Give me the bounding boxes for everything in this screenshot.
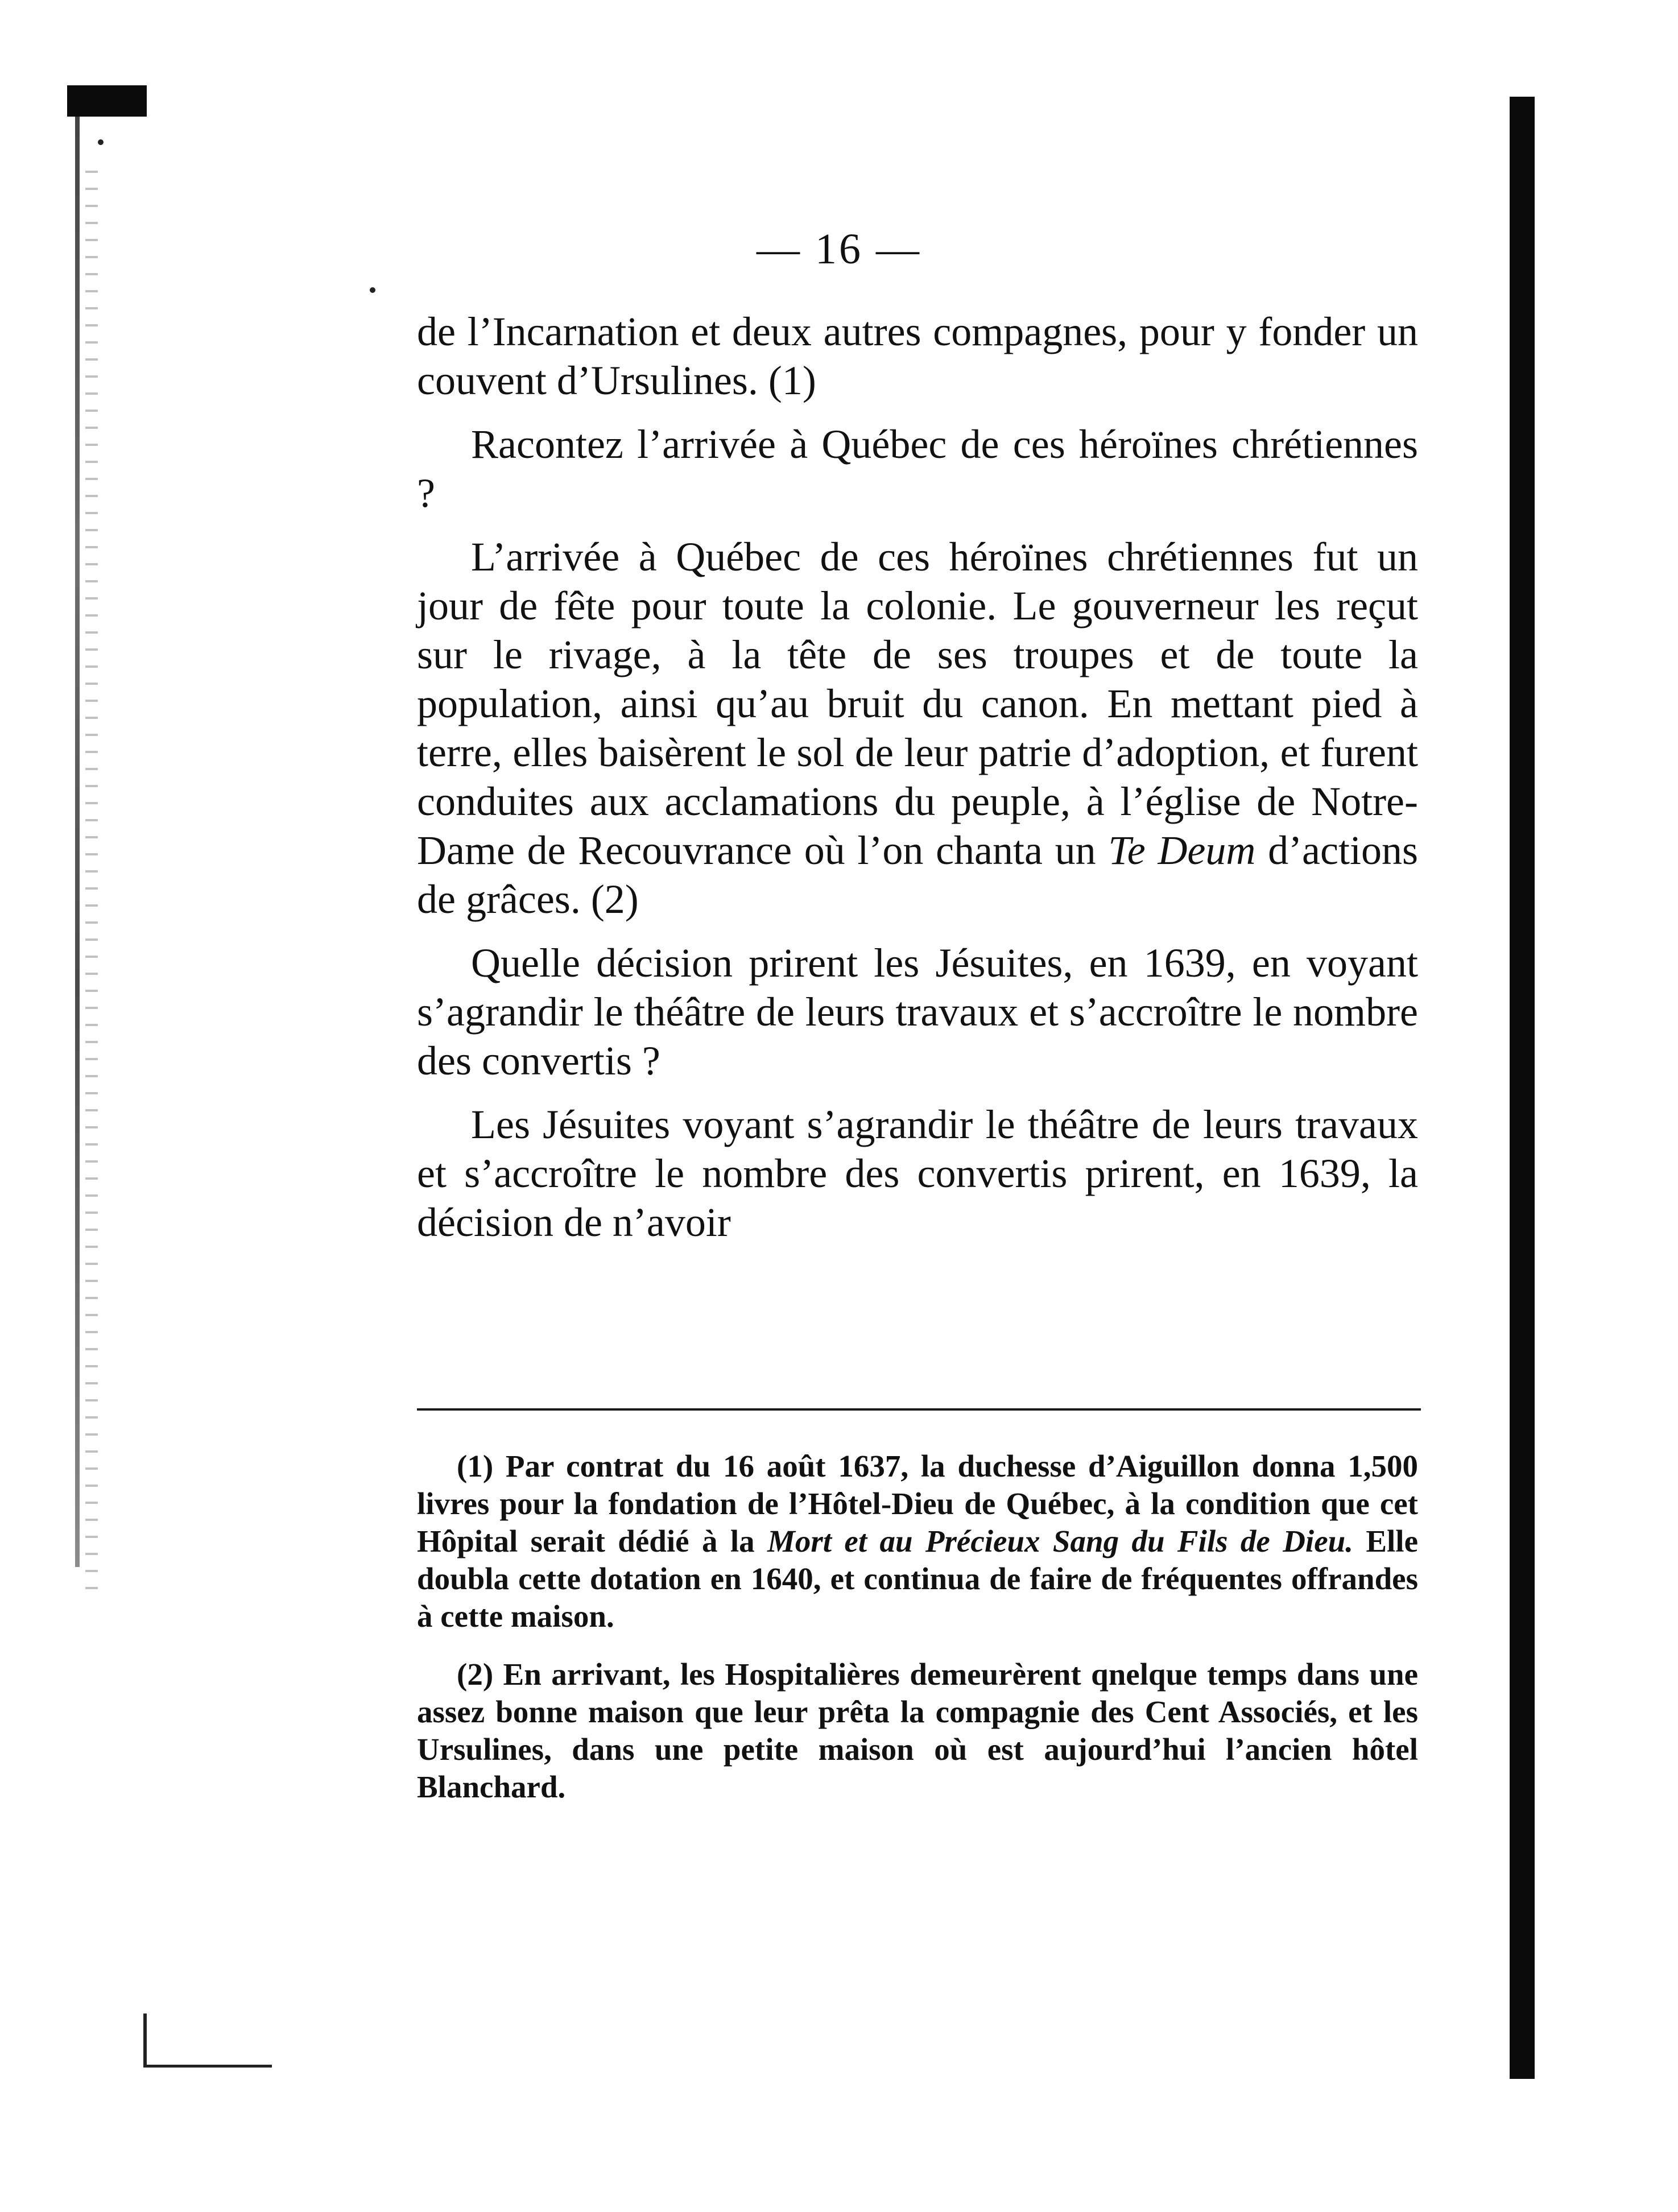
scan-corner-mark [67, 85, 147, 117]
answer-jesuits: Les Jésuites voyant s’agrandir le théâtre de leurs travaux et s’accroître le nombre des convertis prirent, en 1639, la décision de n’avoir [417, 1102, 1418, 1245]
answer-arrival-end: d’actions de grâces. (2) [417, 828, 1418, 922]
answer-arrival-text: L’arrivée à Québec de ces héroïnes chrétiennes fut un jour de fête pour toute la colonie. Le gouverneur les reçut sur le rivage, à la tête de ses troupes et de toute la population, ainsi qu’au bruit du canon. En mettant pied à terre, elles baisèrent le sol de leur patrie d’adoption, et furent conduites aux acclamations du peuple, à l’église de Notre-Dame de Recouvrance où l’on chanta un [417, 534, 1418, 873]
scan-speck [98, 139, 104, 145]
scan-left-edge [75, 117, 80, 1567]
footnote-divider [417, 1408, 1421, 1411]
scan-left-edge-noise [85, 171, 98, 1593]
paragraph-continuation: de l’Incarnation et deux autres compagnes, pour y fonder un couvent d’Ursulines. (1) [417, 309, 1418, 403]
footnote-2: (2) En arrivant, les Hospitalières demeurèrent qnelque temps dans une assez bonne maison que leur prêta la compagnie des Cent Associés, et les Ursulines, dans une petite maison où est aujourd’hui l’ancien hôtel Blanchard. [417, 1657, 1418, 1804]
footnotes [417, 1448, 1418, 1826]
answer-arrival [417, 532, 1418, 924]
question-jesuits: Quelle décision prirent les Jésuites, en 1639, en voyant s’agrandir le théâtre de leurs travaux et s’accroître le nombre des convertis ? [417, 940, 1418, 1084]
footnote-1-italic: Mort et au Précieux Sang du Fils de Dieu. [767, 1524, 1353, 1558]
page-number: — 16 — [757, 225, 921, 273]
footnote-1-end: Elle doubla cette dotation en 1640, et continua de faire de fréquentes offrandes à cette maison. [417, 1524, 1418, 1634]
te-deum-italic: Te Deum [1108, 828, 1256, 873]
footnote-1 [417, 1448, 1418, 1635]
footnote-1-text: (1) Par contrat du 16 août 1637, la duchesse d’Aiguillon donna 1,500 livres pour la fondation de l’Hôtel-Dieu de Québec, à la condition que cet Hôpital serait dédié à la [417, 1449, 1418, 1558]
body-text [417, 307, 1418, 1262]
scan-right-edge [1510, 97, 1535, 2079]
question-arrival: Racontez l’arrivée à Québec de ces héroïnes chrétiennes ? [417, 421, 1418, 516]
scan-bottom-corner-mark [143, 2013, 272, 2068]
scan-speck [370, 287, 375, 293]
